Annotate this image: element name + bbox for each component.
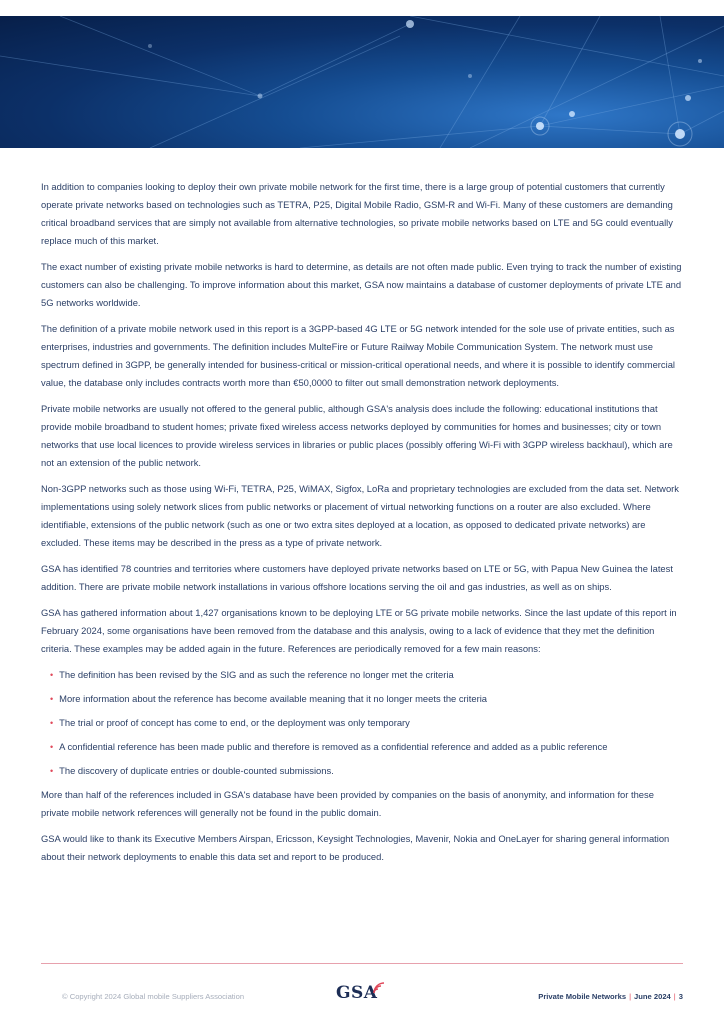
footer-divider: [41, 963, 683, 964]
paragraph: GSA has identified 78 countries and territories where customers have deployed private networks based on LTE or 5G, with Papua New Guinea the latest addition. There are private mobile network installations in various offshore locations serving the oil and gas industries, as well as on ships.: [41, 563, 673, 592]
list-item-text: The definition has been revised by the SIG and as such the reference no longer met the criteria: [59, 669, 454, 680]
paragraph: The definition of a private mobile network used in this report is a 3GPP-based 4G LTE or 5G network intended for the sole use of private entities, such as enterprises, industries and governments. The definition includes MulteFire or Future Railway Mobile Communication System. The network must use spectrum defined in 3GPP, be generally intended for business-critical or mission-critical operational needs, and where it is possible to identify commercial value, the database only includes contracts worth more than €50,0000 to filter out small demonstration network deployments.: [41, 323, 675, 388]
paragraph: Private mobile networks are usually not offered to the general public, although GSA's analysis does include the following: educational institutions that provide mobile broadband to student homes; private fixed wireless access networks deployed by communities for homes and businesses; city or town networks that use local licences to provide wireless services in libraries or public places (possibly offering Wi-Fi with 3GPP wireless backhaul), which are not an extension of the public network.: [41, 403, 673, 468]
paragraph: GSA has gathered information about 1,427 organisations known to be deploying LTE or 5G private mobile networks. Since the last update of this report in February 2024, some organisations have been removed from the database and this analysis, owing to a lack of evidence that they met the definition criteria. These examples may be added again in the future. References are periodically removed for a few main reasons:: [41, 607, 677, 654]
list-item-text: A confidential reference has been made public and therefore is removed as a confidential reference and added as a public reference: [59, 741, 608, 752]
list-item: [50, 690, 683, 708]
list-item-text: More information about the reference has become available meaning that it no longer meets the criteria: [59, 693, 488, 704]
paragraph: Non-3GPP networks such as those using Wi-Fi, TETRA, P25, WiMAX, Sigfox, LoRa and proprietary technologies are excluded from the data set. Network implementations using solely network slices from public networks or placement of virtual networking functions on a router are also excluded. Where identifiable, extensions of the public network (such as one or two extra sites deployed at a location, as opposed to dedicated private networks) are excluded. These items may be described in the press as a type of private network.: [41, 483, 679, 548]
list-item-text: The discovery of duplicate entries or double-counted submissions.: [59, 765, 334, 776]
body-text: [41, 178, 683, 874]
bullet-icon: •: [50, 718, 54, 728]
reasons-list: [41, 666, 683, 780]
publication-title: Private Mobile Networks: [538, 992, 627, 1001]
list-item: [50, 714, 683, 732]
paragraph: The exact number of existing private mobile networks is hard to determine, as details are not often made public. Even trying to track the number of existing customers can also be challenging. To improve information about this market, GSA now maintains a database of customer deployments of private LTE and 5G networks worldwide.: [41, 261, 682, 308]
paragraph: In addition to companies looking to deploy their own private mobile network for the first time, there is a large group of potential customers that currently operate private networks based on technologies such as TETRA, P25, Digital Mobile Radio, GSM-R and Wi-Fi. Many of these customers are demanding critical broadband services that are simply not available from alternative technologies, so private mobile networks based on LTE and 5G could eventually replace much of this market.: [41, 181, 673, 246]
bullet-icon: •: [50, 670, 54, 680]
signal-arcs-icon: [372, 981, 386, 995]
bullet-icon: •: [50, 742, 54, 752]
copyright-text: © Copyright 2024 Global mobile Suppliers Association: [62, 992, 245, 1001]
separator: |: [673, 992, 676, 1001]
list-item: [50, 738, 683, 756]
header-banner-image: [0, 16, 724, 148]
separator: |: [629, 992, 632, 1001]
footer-publication-info: [538, 992, 683, 1001]
paragraph: GSA would like to thank its Executive Members Airspan, Ericsson, Keysight Technologies, Mavenir, Nokia and OneLayer for sharing general information about their network deployments to enable this data set and report to be produced.: [41, 833, 670, 862]
list-item-text: The trial or proof of concept has come to end, or the deployment was only temporary: [59, 717, 410, 728]
logo-text: GSA: [336, 983, 378, 1003]
list-item: [50, 666, 683, 684]
page-number: 3: [678, 992, 683, 1001]
network-lines-graphic: [0, 16, 724, 148]
bullet-icon: •: [50, 694, 54, 704]
publication-date: June 2024: [634, 992, 671, 1001]
paragraph: More than half of the references included in GSA's database have been provided by companies on the basis of anonymity, and information for these private mobile network references will generally not be found in the public domain.: [41, 789, 654, 818]
list-item: [50, 762, 683, 780]
bullet-icon: •: [50, 766, 54, 776]
gsa-logo: [336, 979, 386, 1003]
